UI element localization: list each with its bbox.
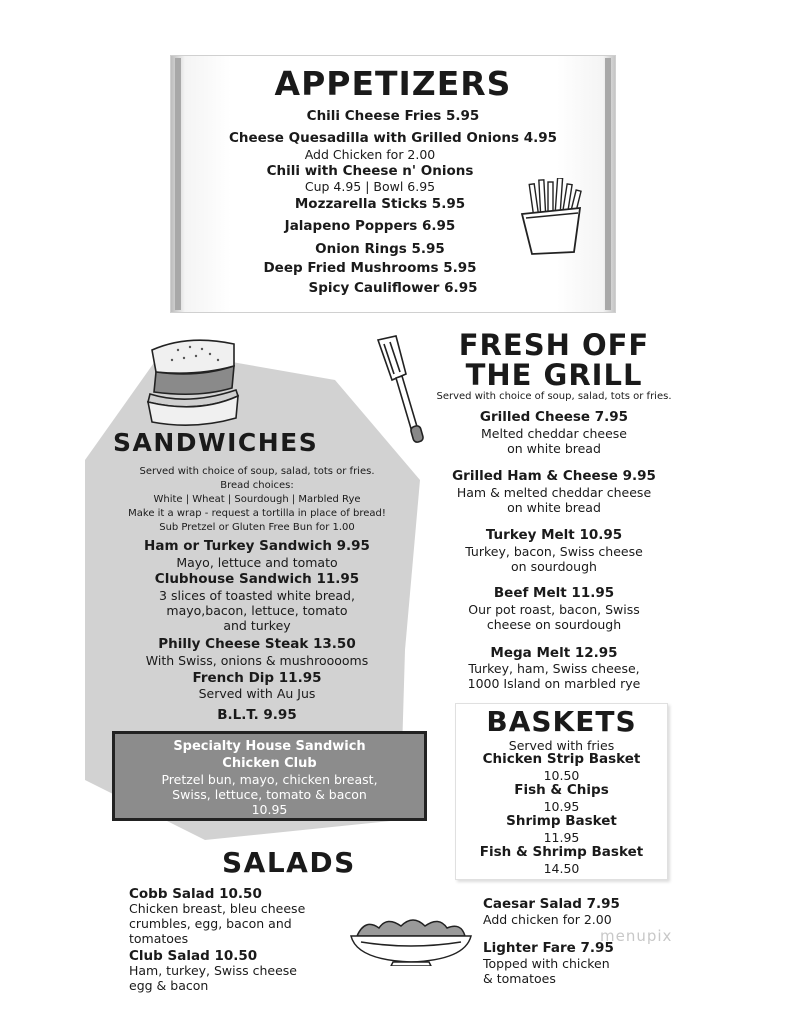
baskets-subtitle: Served with fries (508, 738, 615, 753)
sandwich-item: Philly Cheese Steak 13.50 (158, 636, 356, 652)
grill-item: Grilled Cheese 7.95 (479, 409, 629, 425)
basket-price: 14.50 (543, 861, 580, 876)
specialty-title: Specialty House Sandwich (173, 739, 366, 754)
salad-desc: Ham, turkey, Swiss cheese (129, 963, 297, 978)
appetizer-item: Chili with Cheese n' Onions (266, 163, 474, 179)
specialty-desc: Pretzel bun, mayo, chicken breast, (161, 772, 378, 787)
appetizer-note: Cup 4.95 | Bowl 6.95 (304, 179, 436, 194)
sandwich-icon (138, 336, 248, 428)
sandwich-note: White | Wheat | Sourdough | Marbled Rye (153, 494, 361, 505)
salad-desc: crumbles, egg, bacon and (129, 916, 292, 931)
salad-item: Caesar Salad 7.95 (483, 896, 620, 912)
grill-item: Beef Melt 11.95 (493, 585, 615, 601)
grill-item: Mega Melt 12.95 (490, 645, 618, 661)
grill-desc: Turkey, ham, Swiss cheese, (468, 661, 640, 676)
specialty-sandwich-box (112, 731, 427, 821)
salad-desc: & tomatoes (483, 971, 556, 986)
specialty-price: 10.95 (251, 802, 288, 817)
appetizer-note: Add Chicken for 2.00 (304, 147, 436, 162)
salad-desc: Add chicken for 2.00 (483, 912, 612, 927)
grill-subtitle: Served with choice of soup, salad, tots or fries. (436, 391, 672, 402)
specialty-name: Chicken Club (222, 756, 317, 771)
watermark: menupix (600, 927, 673, 945)
sandwich-item: French Dip 11.95 (192, 670, 322, 686)
grill-desc: on white bread (507, 500, 601, 515)
salad-desc: egg & bacon (129, 978, 209, 993)
sandwich-note: Make it a wrap - request a tortilla in place of bread! (128, 508, 386, 519)
sandwich-item: B.L.T. 9.95 (217, 707, 297, 723)
grill-desc: on white bread (507, 441, 601, 456)
basket-price: 11.95 (543, 830, 580, 845)
sandwiches-title: SANDWICHES (113, 428, 319, 457)
fries-icon (518, 178, 586, 256)
salad-item: Cobb Salad 10.50 (129, 886, 262, 902)
sandwich-desc: mayo,bacon, lettuce, tomato (166, 603, 348, 618)
grill-item: Grilled Ham & Cheese 9.95 (452, 468, 656, 484)
sandwich-desc: 3 slices of toasted white bread, (159, 588, 355, 603)
specialty-desc: Swiss, lettuce, tomato & bacon (172, 787, 367, 802)
salads-title: SALADS (222, 846, 356, 879)
grill-item: Turkey Melt 10.95 (485, 527, 623, 543)
grill-desc: on sourdough (511, 559, 597, 574)
grill-desc: 1000 Island on marbled rye (467, 676, 641, 691)
baskets-title: BASKETS (486, 705, 637, 738)
appetizer-item: Chili Cheese Fries 5.95 (306, 108, 480, 124)
sandwich-note: Sub Pretzel or Gluten Free Bun for 1.00 (159, 522, 355, 533)
salad-bowl-icon (347, 914, 475, 966)
basket-price: 10.95 (543, 799, 580, 814)
basket-item: Fish & Shrimp Basket (479, 844, 644, 860)
grill-desc: Our pot roast, bacon, Swiss (468, 602, 640, 617)
sandwich-desc: and turkey (223, 618, 291, 633)
salad-item: Club Salad 10.50 (129, 948, 258, 964)
salad-item: Lighter Fare 7.95 (483, 940, 614, 956)
sandwich-desc: With Swiss, onions & mushrooooms (145, 653, 369, 668)
salad-desc: tomatoes (129, 931, 189, 946)
grill-title-line2: THE GRILL (465, 358, 643, 392)
sandwich-note: Bread choices: (220, 480, 294, 491)
basket-item: Chicken Strip Basket (482, 751, 641, 767)
salad-desc: Topped with chicken (483, 956, 610, 971)
appetizer-item: Jalapeno Poppers 6.95 (284, 218, 456, 234)
appetizers-title: APPETIZERS (274, 64, 512, 103)
grill-desc: Ham & melted cheddar cheese (456, 485, 652, 500)
sandwich-desc: Served with Au Jus (198, 686, 316, 701)
sandwich-item: Clubhouse Sandwich 11.95 (154, 571, 360, 587)
appetizer-item: Cheese Quesadilla with Grilled Onions 4.95 (228, 130, 558, 146)
appetizer-item: Onion Rings 5.95 (315, 241, 445, 257)
salad-desc: Chicken breast, bleu cheese (129, 901, 306, 916)
basket-item: Shrimp Basket (506, 813, 617, 829)
grill-desc: Turkey, bacon, Swiss cheese (465, 544, 643, 559)
appetizer-item: Spicy Cauliflower 6.95 (308, 280, 478, 296)
appetizer-item: Deep Fried Mushrooms 5.95 (263, 260, 477, 276)
sandwich-desc: Mayo, lettuce and tomato (176, 555, 338, 570)
grill-title-line1: FRESH OFF (458, 328, 650, 362)
sandwich-note: Served with choice of soup, salad, tots or fries. (139, 466, 375, 477)
sandwich-item: Ham or Turkey Sandwich 9.95 (144, 538, 370, 554)
grill-desc: cheese on sourdough (486, 617, 622, 632)
grill-desc: Melted cheddar cheese (481, 426, 627, 441)
basket-item: Fish & Chips (514, 782, 609, 798)
basket-price: 10.50 (543, 768, 580, 783)
appetizer-item: Mozzarella Sticks 5.95 (294, 196, 466, 212)
